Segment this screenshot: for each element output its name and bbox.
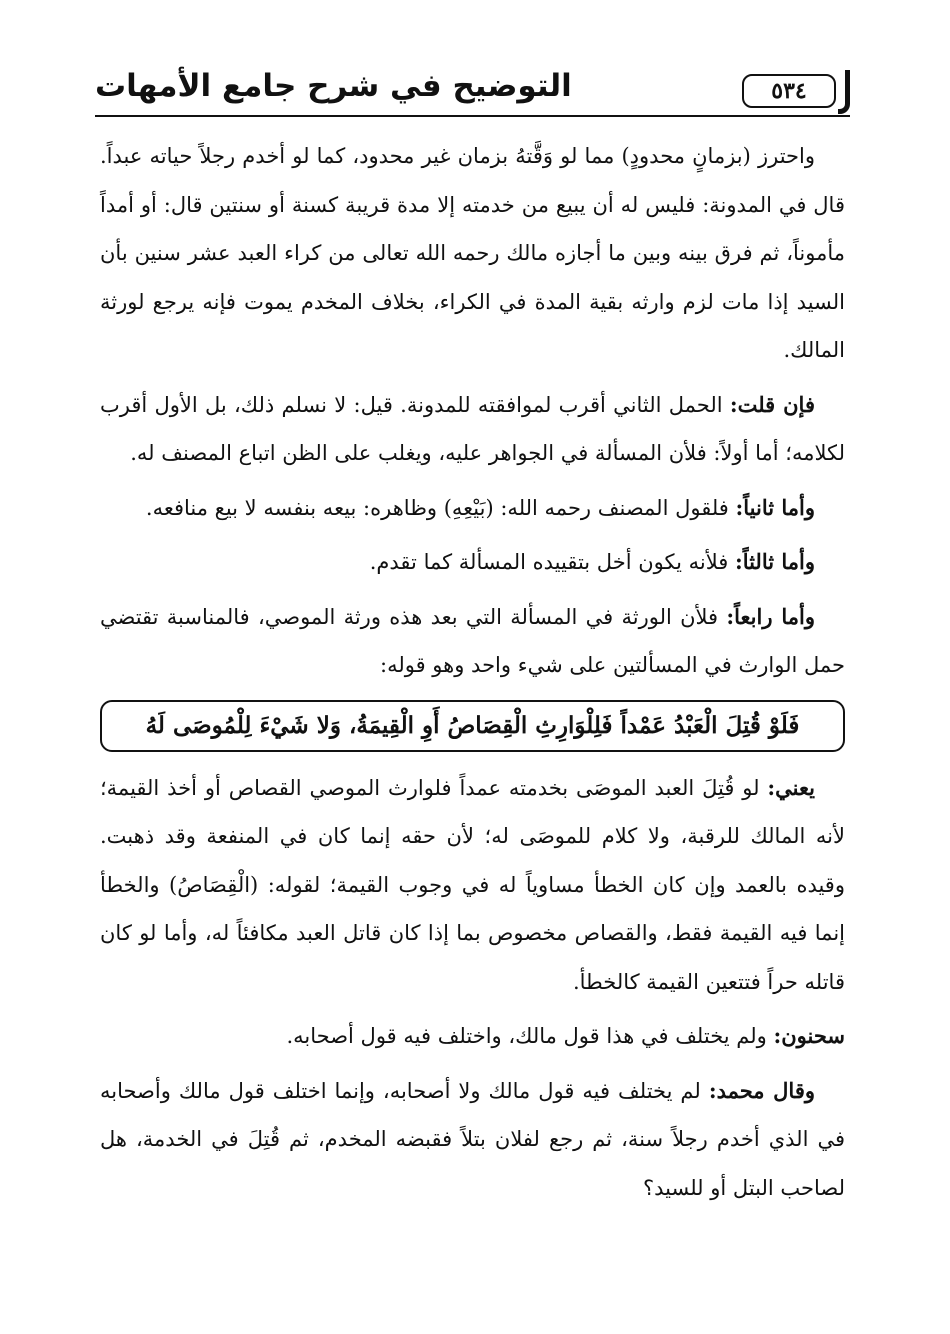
matn-text: فَلَوْ قُتِلَ الْعَبْدُ عَمْداً فَلِلْوَارِثِ الْقِصَاصُ أَوِ الْقِيمَةُ، وَلا شَيْءَ لِلْمُوصَى لَهُ	[145, 711, 800, 739]
commentary-1-lead: يعني:	[767, 774, 815, 800]
commentary-3-text: لم يختلف فيه قول مالك ولا أصحابه، وإنما اختلف قول مالك وأصحابه في الذي أخدم رجلاً سنة، ثم رجع لفلان بتلاً فقبضه المخدم، ثم قُتِلَ في الخدمة، هل لصاحب البتل أو للسيد؟	[100, 1078, 845, 1200]
commentary-1	[100, 764, 845, 1007]
commentary-1-text: لو قُتِلَ العبد الموصَى بخدمته عمداً فلوارث الموصي القصاص أو أخذ القيمة؛ لأنه المالك للرقبة، ولا كلام للموصَى له؛ لأن حقه إنما كان في المنفعة وقد ذهبت. وقيده بالعمد وإن كان الخطأ مساوياً له في وجوب القيمة؛ لقوله: (الْقِصَاصُ) والخطأ إنما فيه القيمة فقط، والقصاص مخصوص بما إذا كان قاتل العبد مكافئاً له، وأما لو كان قاتله حراً فتتعين القيمة كالخطأ.	[100, 775, 845, 994]
commentary-2	[100, 1012, 845, 1061]
commentary-3	[100, 1067, 845, 1213]
page-number: ٥٣٤	[771, 78, 807, 104]
paragraph-4-lead: وأما ثالثاً:	[734, 549, 815, 574]
paragraph-3-lead: وأما ثانياً:	[735, 494, 815, 520]
commentary-2-lead: سحنون:	[773, 1023, 845, 1048]
paragraph-5	[100, 593, 845, 690]
running-title: التوضيح في شرح جامع الأمهات	[95, 68, 572, 104]
paragraph-4	[100, 538, 845, 587]
header-rule	[95, 115, 850, 117]
body-text	[100, 132, 845, 1212]
paragraph-1	[100, 132, 845, 375]
paragraph-3	[100, 484, 845, 533]
page-number-frame	[742, 74, 836, 108]
header-ornament	[838, 70, 850, 114]
paragraph-5-lead: وأما رابعاً:	[726, 603, 815, 629]
paragraph-2-text: الحمل الثاني أقرب لموافقته للمدونة. قيل: لا نسلم ذلك، بل الأول أقرب لكلامه؛ أما أولاً: فلأن المسألة في الجواهر عليه، ويغلب على الظن اتباع المصنف له.	[100, 392, 845, 465]
page-header	[95, 62, 850, 120]
commentary-3-lead: وقال محمد:	[708, 1077, 815, 1103]
paragraph-3-text: فلقول المصنف رحمه الله: (بَيْعِهِ) وظاهره: بيعه بنفسه لا بيع منافعه.	[145, 495, 736, 520]
matn-box	[100, 700, 845, 752]
paragraph-2-lead: فإن قلت:	[729, 391, 815, 417]
paragraph-2	[100, 381, 845, 478]
paragraph-4-text: فلأنه يكون أخل بتقييده المسألة كما تقدم.	[369, 550, 735, 574]
commentary-2-text: ولم يختلف في هذا قول مالك، واختلف فيه قول أصحابه.	[286, 1024, 774, 1048]
paragraph-5-text: فلأن الورثة في المسألة التي بعد هذه ورثة الموصي، فالمناسبة تقتضي حمل الوارث في المسألتين على شيء واحد وهو قوله:	[100, 604, 845, 677]
paragraph-1-text: واحترز (بزمانٍ محدودٍ) مما لو وَقَّتهُ بزمان غير محدود، كما لو أخدم رجلاً حياته عبداً. قال في المدونة: فليس له أن يبيع من خدمته إلا مدة قريبة كسنة أو سنتين قال: أو أمداً مأموناً، ثم فرق بينه وبين ما أجازه مالك رحمه الله تعالى من كراء العبد عشر سنين بأن السيد إذا مات لزم وارثه بقية المدة في الكراء، بخلاف المخدم يموت فإنه يرجع لورثة المالك.	[100, 144, 845, 362]
